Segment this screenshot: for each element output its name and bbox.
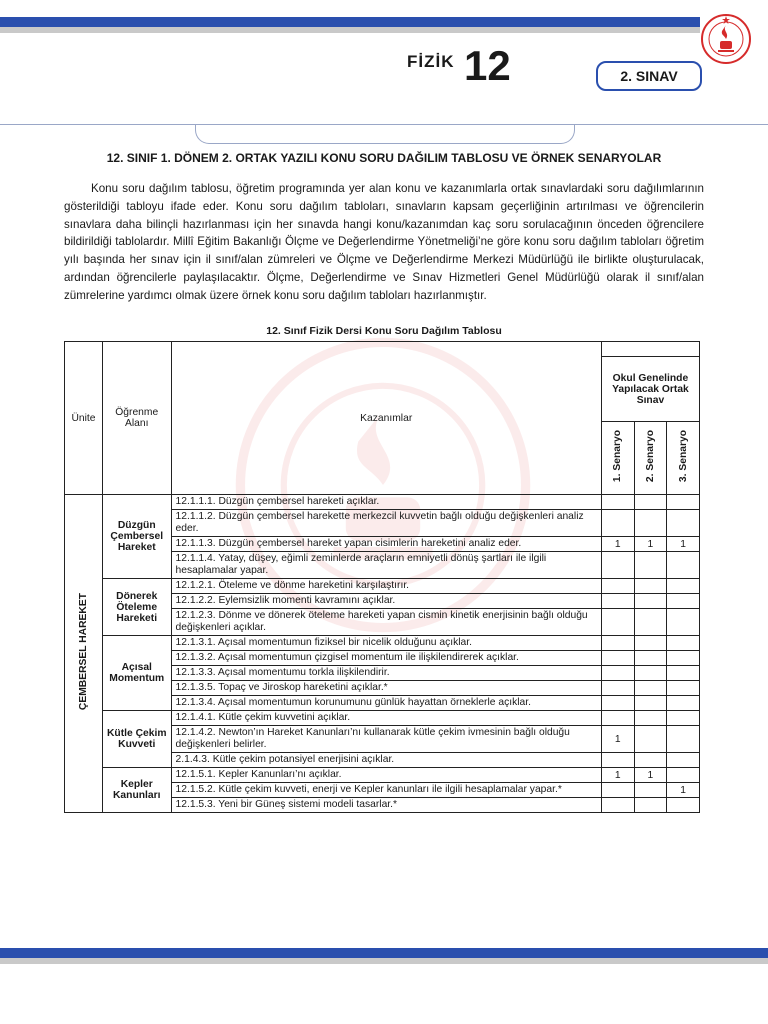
scenario-1-cell	[601, 666, 634, 681]
learning-area-cell: Kütle Çekim Kuvveti	[102, 711, 171, 768]
table-body	[65, 495, 700, 813]
scenario-1-cell	[601, 609, 634, 636]
header-unit: Ünite	[65, 342, 103, 495]
table-row	[65, 495, 700, 510]
header-scenario-3: 3. Senaryo	[667, 422, 700, 495]
learning-area-cell: Düzgün Çembersel Hareket	[102, 495, 171, 579]
scenario-1-cell	[601, 651, 634, 666]
scenario-2-cell: 1	[634, 768, 667, 783]
scenario-1-cell	[601, 579, 634, 594]
scenario-2-cell	[634, 636, 667, 651]
scenario-3-cell	[667, 495, 700, 510]
scenario-3-cell: 1	[667, 783, 700, 798]
header-kazanim: Kazanımlar	[171, 342, 601, 495]
header-scenario-1: 1. Senaryo	[601, 422, 634, 495]
scenario-1-cell	[601, 510, 634, 537]
bottom-blue-band	[0, 948, 768, 958]
scenario-3-cell	[667, 768, 700, 783]
header-scenario-2: 2. Senaryo	[634, 422, 667, 495]
scenario-1-cell	[601, 753, 634, 768]
learning-area-cell: Kepler Kanunları	[102, 768, 171, 813]
scenario-1-cell	[601, 696, 634, 711]
scenario-2-cell	[634, 651, 667, 666]
scenario-2-cell	[634, 666, 667, 681]
grade-label: 12	[464, 42, 511, 89]
scenario-2-cell	[634, 552, 667, 579]
scenario-2-cell: 1	[634, 537, 667, 552]
scenario-2-cell	[634, 753, 667, 768]
scenario-1-cell	[601, 552, 634, 579]
scenario-1-cell: 1	[601, 726, 634, 753]
scenario-3-cell	[667, 552, 700, 579]
scenario-3-cell	[667, 636, 700, 651]
kazanim-cell: 12.1.3.5. Topaç ve Jiroskop hareketini açıklar.*	[171, 681, 601, 696]
kazanim-cell: 12.1.5.1. Kepler Kanunları’nı açıklar.	[171, 768, 601, 783]
kazanim-cell: 12.1.2.3. Dönme ve dönerek öteleme hareketi yapan cismin kinetik enerjisinin bağlı olduğu değişkenleri açıklar.	[171, 609, 601, 636]
scenario-1-cell: 1	[601, 768, 634, 783]
scenario-2-cell	[634, 579, 667, 594]
scenario-3-cell	[667, 726, 700, 753]
header-notch	[195, 125, 575, 144]
scenario-1-cell	[601, 495, 634, 510]
kazanim-cell: 12.1.4.2. Newton’ın Hareket Kanunları’nı kullanarak kütle çekim ivmesinin bağlı olduğu değişkenleri belirler.	[171, 726, 601, 753]
kazanim-cell: 12.1.5.2. Kütle çekim kuvveti, enerji ve Kepler kanunları ile ilgili hesaplamalar yapar.*	[171, 783, 601, 798]
scenario-1-cell	[601, 711, 634, 726]
scenario-2-cell	[634, 798, 667, 813]
scenario-1-cell	[601, 798, 634, 813]
scenario-2-cell	[634, 726, 667, 753]
table-row	[65, 711, 700, 726]
scenario-3-cell	[667, 510, 700, 537]
kazanim-cell: 2.1.4.3. Kütle çekim potansiyel enerjisini açıklar.	[171, 753, 601, 768]
table-row	[65, 636, 700, 651]
scenario-2-cell	[634, 594, 667, 609]
scenario-3-cell	[667, 594, 700, 609]
top-grey-band	[0, 27, 700, 33]
table-title: 12. Sınıf Fizik Dersi Konu Soru Dağılım Tablosu	[266, 325, 502, 337]
scenario-1-cell	[601, 783, 634, 798]
scenario-3-cell	[667, 711, 700, 726]
header-blank	[601, 342, 699, 357]
scenario-3-cell	[667, 753, 700, 768]
table-row	[65, 579, 700, 594]
scenario-3-cell	[667, 681, 700, 696]
scenario-1-cell	[601, 636, 634, 651]
document-title: 12. SINIF 1. DÖNEM 2. ORTAK YAZILI KONU SORU DAĞILIM TABLOSU VE ÖRNEK SENARYOLAR	[106, 151, 662, 165]
kazanim-cell: 12.1.2.1. Öteleme ve dönme hareketini karşılaştırır.	[171, 579, 601, 594]
scenario-3-cell	[667, 666, 700, 681]
kazanim-cell: 12.1.2.2. Eylemsizlik momenti kavramını açıklar.	[171, 594, 601, 609]
learning-area-cell: Dönerek Öteleme Hareketi	[102, 579, 171, 636]
scenario-1-cell	[601, 594, 634, 609]
bottom-grey-band	[0, 958, 768, 964]
intro-paragraph: Konu soru dağılım tablosu, öğretim programında yer alan konu ve kazanımlarla ortak sınavlardaki soru dağılımlarının gösterildiği tabloyu ifade eder. Konu soru dağılım tabloları, sınavların kapsam geçerliğinin artırılması ve öğrencilerin sınavlara daha bilinçli hazırlanması için her sınavda hangi konu/kazanımdan kaç soru sorulacağının önceden öğrencilere bildirildiği tablolardır. Millî Eğitim Bakanlığı Ölçme ve Değerlendirme Yönetmeliği’ne göre konu soru dağılım tabloları öğretim yılı başında her sınav için il sınıf/alan zümreleri ve Ölçme ve Değerlendirme Merkezi Müdürlüğü ile birlikte oluşturulacak, ardından öğrencilerle paylaşılacaktır. Ölçme, Değerlendirme ve Sınav Hizmetleri Genel Müdürlüğü olarak il sınıf/alan zümrelerine yardımcı olmak üzere örnek konu soru dağılım tabloları hazırlanmıştır.	[64, 182, 704, 302]
kazanim-cell: 12.1.1.2. Düzgün çembersel harekette merkezcil kuvvetin bağlı olduğu değişkenleri analiz eder.	[171, 510, 601, 537]
table-row	[65, 768, 700, 783]
scenario-2-cell	[634, 711, 667, 726]
kazanim-cell: 12.1.5.3. Yeni bir Güneş sistemi modeli tasarlar.*	[171, 798, 601, 813]
kazanim-cell: 12.1.1.4. Yatay, düşey, eğimli zeminlerde araçların emniyetli dönüş şartları ile ilgili hesaplamalar yapar.	[171, 552, 601, 579]
scenario-3-cell	[667, 798, 700, 813]
unit-cell: ÇEMBERSEL HAREKET	[65, 495, 103, 813]
scenario-2-cell	[634, 510, 667, 537]
meb-seal-icon	[700, 13, 752, 65]
scenario-2-cell	[634, 609, 667, 636]
kazanim-cell: 12.1.3.2. Açısal momentumun çizgisel momentum ile ilişkilendirerek açıklar.	[171, 651, 601, 666]
scenario-3-cell	[667, 579, 700, 594]
scenario-2-cell	[634, 495, 667, 510]
kazanim-cell: 12.1.3.1. Açısal momentumun fiziksel bir nicelik olduğunu açıklar.	[171, 636, 601, 651]
kazanim-cell: 12.1.3.3. Açısal momentumu torkla ilişkilendirir.	[171, 666, 601, 681]
scenario-2-cell	[634, 696, 667, 711]
distribution-table	[64, 341, 700, 813]
subject-label: FİZİK	[407, 52, 455, 71]
header-okul: Okul Genelinde Yapılacak Ortak Sınav	[601, 357, 699, 422]
kazanim-cell: 12.1.4.1. Kütle çekim kuvvetini açıklar.	[171, 711, 601, 726]
scenario-3-cell	[667, 696, 700, 711]
scenario-1-cell: 1	[601, 537, 634, 552]
kazanim-cell: 12.1.1.3. Düzgün çembersel hareket yapan cisimlerin hareketini analiz eder.	[171, 537, 601, 552]
header-area: Öğrenme Alanı	[102, 342, 171, 495]
scenario-2-cell	[634, 681, 667, 696]
scenario-3-cell	[667, 651, 700, 666]
kazanim-cell: 12.1.1.1. Düzgün çembersel hareketi açıklar.	[171, 495, 601, 510]
scenario-2-cell	[634, 783, 667, 798]
kazanim-cell: 12.1.3.4. Açısal momentumun korunumunu günlük hayattan örneklerle açıklar.	[171, 696, 601, 711]
scenario-3-cell	[667, 609, 700, 636]
scenario-3-cell: 1	[667, 537, 700, 552]
learning-area-cell: Açısal Momentum	[102, 636, 171, 711]
top-blue-band	[0, 17, 700, 27]
scenario-1-cell	[601, 681, 634, 696]
exam-badge: 2. SINAV	[596, 61, 702, 91]
